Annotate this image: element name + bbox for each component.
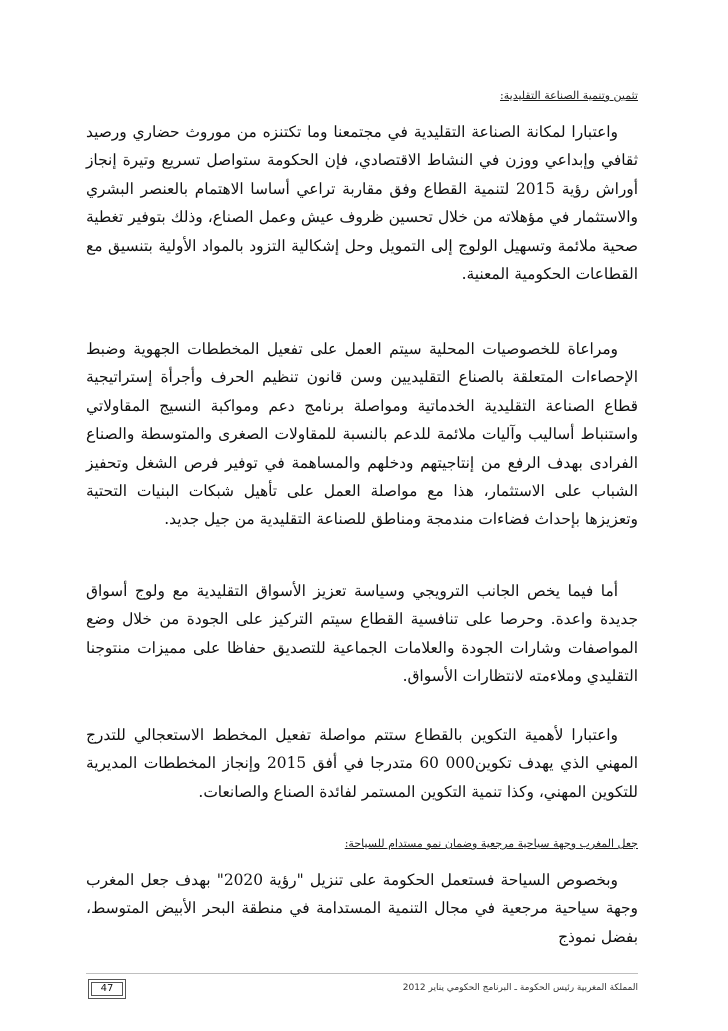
page-footer bbox=[86, 963, 638, 1011]
paragraph-5 bbox=[86, 866, 638, 951]
section-heading-handicrafts: تثمين وتنمية الصناعة التقليدية: bbox=[500, 89, 638, 102]
paragraph-3 bbox=[86, 577, 638, 691]
paragraph-2 bbox=[86, 335, 638, 534]
paragraph-1-text: واعتبارا لمكانة الصناعة التقليدية في مجتمعنا وما تكتنزه من موروث حضاري ورصيد ثقافي وإبداعي ووزن في النشاط الاقتصادي، فإن الحكومة ستواصل تسريع وتيرة إنجاز أوراش رؤية 2015 لتنمية القطاع وفق مقاربة تراعي أساسا الاهتمام بالعنصر البشري والاستثمار في مؤهلاته من خلال تحسين ظروف عيش وعمل الصناع، وذلك بتوفير تغطية صحية ملائمة وتسهيل الولوج إلى التمويل وحل إشكالية التزود بالمواد الأولية بتنسيق مع القطاعات الحكومية المعنية. bbox=[86, 123, 639, 284]
section-heading-tourism: جعل المغرب وجهة سياحية مرجعية وضمان نمو مستدام للسياحة: bbox=[344, 837, 638, 850]
page-number: 47 bbox=[91, 982, 123, 996]
page-number-box bbox=[88, 979, 126, 999]
paragraph-3-text: أما فيما يخص الجانب الترويجي وسياسة تعزيز الأسواق التقليدية مع ولوج أسواق جديدة واعدة. وحرصا على تنافسية القطاع سيتم التركيز على الجودة من خلال وضع المواصفات وشارات الجودة والعلامات الجماعية للتصديق حفاظا على مميزات منتوجنا التقليدي وملاءمته لانتظارات الأسواق. bbox=[86, 582, 638, 686]
footer-caption: المملكة المغربية رئيس الحكومة ـ البرنامج الحكومي يناير 2012 bbox=[402, 983, 638, 993]
paragraph-4 bbox=[86, 721, 638, 806]
paragraph-1 bbox=[86, 118, 638, 288]
footer-divider bbox=[86, 973, 638, 974]
paragraph-2-text: ومراعاة للخصوصيات المحلية سيتم العمل على تفعيل المخططات الجهوية وضبط الإحصاءات المتعلقة بالصناع التقليديين وسن قانون تنظيم الحرف وأجرأة إستراتيجية قطاع الصناعة التقليدية الخدماتية ومواصلة برنامج دعم ومواكبة النسيج المقاولاتي واستنباط أساليب وآليات ملائمة للدعم بالنسبة للمقاولات الصغرى والمتوسطة والصناع الفرادى بهدف الرفع من إنتاجيتهم ودخلهم والمساهمة في توفير فرص الشغل وتحفيز الشباب على الاستثمار، هذا مع مواصلة العمل على تأهيل شبكات البنيات التحتية وتعزيزها بإحداث فضاءات مندمجة ومناطق للصناعة التقليدية من جيل جديد. bbox=[86, 340, 638, 529]
paragraph-5-text: وبخصوص السياحة فستعمل الحكومة على تنزيل "رؤية 2020" بهدف جعل المغرب وجهة سياحية مرجعية في مجال التنمية المستدامة في منطقة البحر الأبيض المتوسط، بفضل نموذج bbox=[86, 871, 638, 946]
paragraph-4-text: واعتبارا لأهمية التكوين بالقطاع ستتم مواصلة تفعيل المخطط الاستعجالي للتدرج المهني الذي يهدف تكوين000 60 متدرجا في أفق 2015 وإنجاز المخططات المديرية للتكوين المهني، وكذا تنمية التكوين المستمر لفائدة الصناع والصانعات. bbox=[86, 726, 639, 801]
